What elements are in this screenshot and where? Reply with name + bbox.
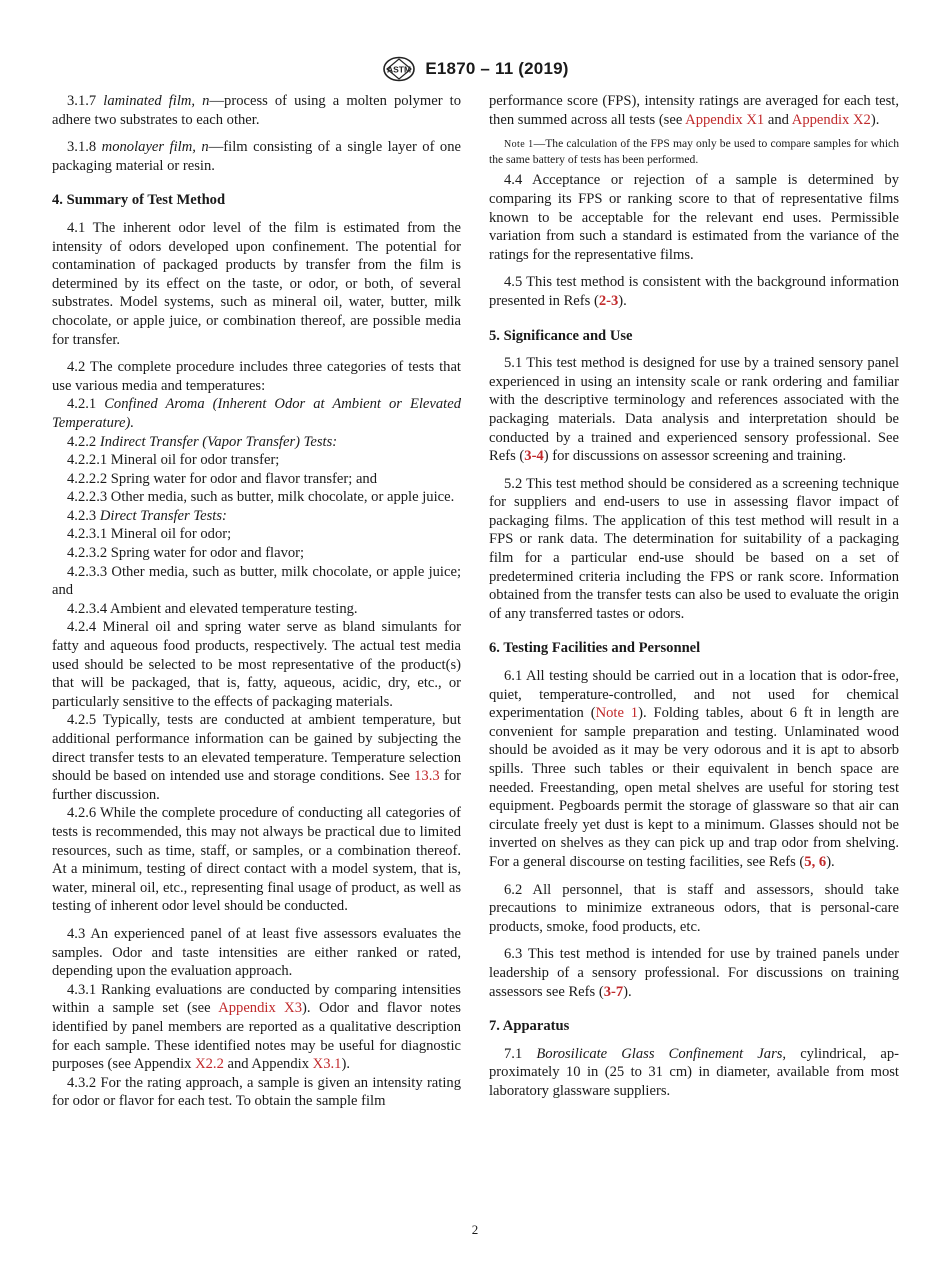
- section-3-1-7: 3.1.7 laminated film, n—process of using a molten polymer to adhere two substrates to each other.: [52, 93, 461, 128]
- section-4-2-2-2: 4.2.2.2 Spring water for odor and flavor transfer; and: [67, 470, 378, 487]
- section-4-2-1: 4.2.1 Confined Aroma (Inherent Odor at Ambient or Elevated Temperature).: [52, 396, 461, 431]
- section-4-2-4: 4.2.4 Mineral oil and spring water serve as bland simulants for fatty and aqueous food products, respectively. The actual test media used should be selected to be most representative of the product(s) that will be packaged, that is, fatty, aqueous, acidic, dry, etc., or particularly sensitive to the effects of packaging materials.: [52, 619, 461, 710]
- heading-testing-facilities-and-personnel: 6. Testing Facilities and Personnel: [489, 640, 701, 657]
- standard-designation: E1870 – 11 (2019): [425, 59, 569, 78]
- section-4-3-2-continued: performance score (FPS), intensity ratings are averaged for each test, then summed across all tests (see Appendix X1 and Appendix X2).: [489, 93, 899, 128]
- heading-summary-of-test-method: 4. Summary of Test Method: [52, 192, 226, 209]
- heading-apparatus: 7. Apparatus: [489, 1018, 570, 1035]
- section-4-2-2-3: 4.2.2.3 Other media, such as butter, milk chocolate, or apple juice.: [67, 489, 455, 506]
- astm-logo-icon: [381, 56, 417, 82]
- page-header: [0, 56, 950, 86]
- section-4-2: 4.2 The complete procedure includes three categories of tests that use various media and temperatures:: [52, 359, 461, 394]
- section-4-2-3-3: 4.2.3.3 Other media, such as butter, milk chocolate, or apple juice; and: [52, 563, 461, 599]
- ref-3-4[interactable]: 3-4: [524, 448, 544, 465]
- ref-2-3[interactable]: 2-3: [598, 292, 619, 309]
- section-4-2-3: 4.2.3 Direct Transfer Tests:: [67, 507, 227, 524]
- section-4-5: 4.5 This test method is consistent with the background information presented in Refs (2-3).: [489, 274, 899, 309]
- section-4-2-5: 4.2.5 Typically, tests are conducted at ambient temperature, but additional performance information can be gained by subjecting the direct transfer tests to an elevated temperature. Temperature selection should be based on intended use and storage conditions. See 13.3 for further discussion.: [52, 712, 461, 803]
- section-7-1: 7.1 Borosilicate Glass Confinement Jars, cylindrical, approximately 10 in (25 to 31 cm) in diameter, available from most laboratory glassware suppliers.: [489, 1045, 900, 1099]
- section-4-4: 4.4 Acceptance or rejection of a sample is determined by comparing its FPS or ranking score to that of representative films known to be acceptable for the relevant end uses. Permissible variation from such a standard is estimated from the variance of the ratings for the representative films.: [489, 172, 899, 263]
- link-x3-1[interactable]: X3.1: [312, 1056, 342, 1073]
- link-x2-2[interactable]: X2.2: [195, 1056, 224, 1073]
- section-5-1: 5.1 This test method is designed for use by a trained sensory panel experienced in using an intensity scale or rank ordering and familiar with the descriptive terminology and references associated with the packaging materials. Data analysis and interpretation should be conducted by a trained and experienced sensory professional. See Refs (3-4) for discussions on assessor screening and training.: [489, 355, 899, 465]
- svg-text:ASTM: ASTM: [387, 64, 412, 75]
- page-number: 2: [471, 1222, 479, 1237]
- link-appendix-x1[interactable]: Appendix X1: [685, 111, 765, 128]
- section-6-1: 6.1 All testing should be carried out in a location that is odor-free, quiet, temperature-controlled, and not used for chemical experimentation (Note 1). Folding tables, about 6 ft in length are convenient for sample preparation and testing. Unlaminated wood should be avoided as it may be very odorous and it is apt to absorb spills. Three such tables or their equivalent in bench space are needed. Freestanding, open metal shelves are useful for storing test equipment. Pegboards permit the storage of glassware so that air can circulate freely yet dust is kept to a minimum. Glasses should not be inverted on shelves as they can pick up and trap odor from shelving. For a general discourse on testing facilities, see Refs (5, 6).: [489, 668, 899, 870]
- note-1: Note 1—The calculation of the FPS may only be used to compare samples for which the same battery of tests has been performed.: [489, 137, 899, 166]
- section-4-1: 4.1 The inherent odor level of the film is estimated from the intensity of odors developed upon confinement. The potential for contamination of packaged products by transfer from the film is determined by its effect on the taste, or odor, or both, of several substrates. Model systems, such as mineral oil, water, butter, milk chocolate, or apple juice, or combination thereof, are possible media for transfer.: [52, 219, 461, 348]
- section-5-2: 5.2 This test method should be considered as a screening technique for suppliers and end-users to use in assessing flavor impact of packaging films. The application of this test method will result in a FPS or rank data. The determination for suitability of a packaging film for a particular end-use should be based on a set of predetermined criteria including the FPS or rank score. Information obtained from the transfer tests can also be used to evaluate the origin of any transferred tastes or odors.: [489, 475, 899, 622]
- ref-5-6[interactable]: 5, 6: [804, 853, 827, 870]
- left-column: [52, 92, 461, 1111]
- link-13-3[interactable]: 13.3: [414, 768, 440, 785]
- section-4-3-2: 4.3.2 For the rating approach, a sample is given an intensity rating for odor or flavor for each test. To obtain the sample film: [52, 1074, 461, 1110]
- section-6-3: 6.3 This test method is intended for use by trained panels under leadership of a sensory professional. For discussions on training assessors see Refs (3-7).: [489, 946, 899, 1000]
- link-appendix-x3[interactable]: Appendix X3: [218, 1000, 303, 1017]
- right-column: [489, 92, 899, 1101]
- section-4-2-2: 4.2.2 Indirect Transfer (Vapor Transfer) Tests:: [67, 433, 338, 450]
- section-4-2-3-1: 4.2.3.1 Mineral oil for odor;: [67, 526, 232, 543]
- section-4-2-6: 4.2.6 While the complete procedure of conducting all categories of tests is recommended, this may not always be practical due to limited resources, such as time, staff, or samples, or a combination thereof. At a minimum, testing of direct contact with a model system, that is, water, mineral oil, etc., representing final usage of product, as well as testing of inherent odor level should be conducted.: [52, 805, 461, 915]
- section-4-2-3-4: 4.2.3.4 Ambient and elevated temperature testing.: [67, 600, 358, 617]
- section-4-2-2-1: 4.2.2.1 Mineral oil for odor transfer;: [67, 452, 280, 469]
- section-3-1-8: 3.1.8 monolayer film, n—film consisting of a single layer of one packaging material or resin.: [52, 139, 461, 174]
- section-6-2: 6.2 All personnel, that is staff and assessors, should take precautions to minimize extraneous odors, that is personal-care products, smoke, food products, etc.: [489, 881, 899, 935]
- ref-3-7[interactable]: 3-7: [603, 983, 624, 1000]
- section-4-3: 4.3 An experienced panel of at least five assessors evaluates the samples. Odor and taste intensities are either ranked or rated, depending upon the evaluation approach.: [52, 925, 461, 980]
- section-4-3-1: 4.3.1 Ranking evaluations are conducted by comparing intensities within a sample set (see Appendix X3). Odor and flavor notes identified by panel members are reported as a qualitative description for each sample. These identified notes may be useful for diagnostic purposes (see Appendix X2.2 and Appendix X3.1).: [52, 981, 461, 1073]
- link-note-1[interactable]: Note 1: [595, 705, 639, 722]
- section-4-2-3-2: 4.2.3.2 Spring water for odor and flavor;: [67, 545, 305, 562]
- note-label: Note 1: [504, 139, 534, 151]
- heading-significance-and-use: 5. Significance and Use: [489, 327, 633, 344]
- link-appendix-x2[interactable]: Appendix X2: [791, 111, 871, 128]
